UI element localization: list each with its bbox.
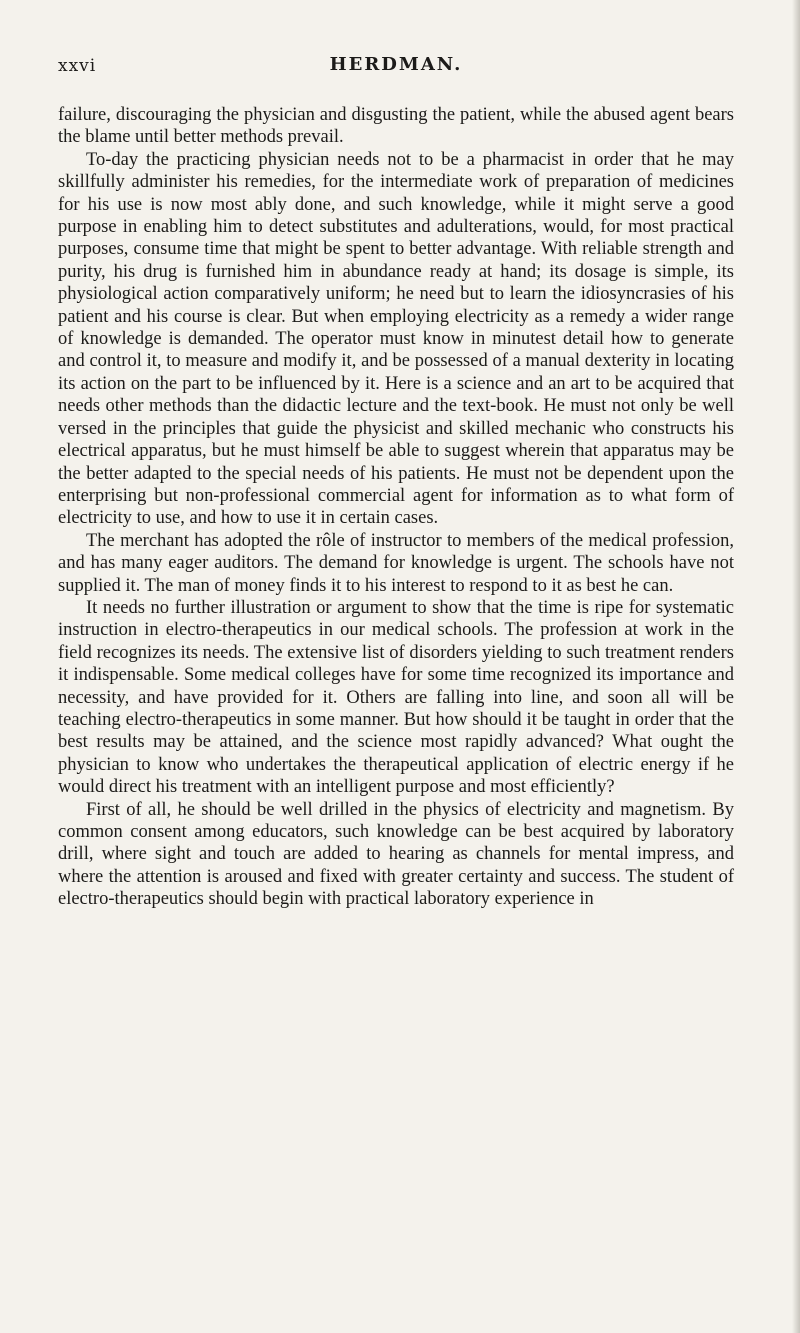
page-number: xxvi (58, 56, 97, 76)
page-content (58, 46, 734, 911)
paragraph-3: The merchant has adopted the rôle of instructor to members of the medical profession, and has many eager auditors. The demand for knowledge is urgent. The schools have not supplied it. The man of money finds it to his interest to respond to it as best he can. (58, 530, 734, 596)
body-text (58, 104, 734, 911)
paragraph-5: First of all, he should be well drilled in the physics of electricity and magnetism. By common consent among educators, such knowledge can be best acquired by laboratory drill, where sight and touch are added to hearing as channels for mental impress, and where the attention is aroused and fixed with greater certainty and success. The student of electro-therapeutics should begin with practical laboratory experience in (58, 799, 734, 910)
page-header (58, 46, 734, 86)
page-edge-shadow (792, 0, 800, 1333)
paragraph-2: To-day the practicing physician needs not to be a pharmacist in order that he may skillfully administer his remedies, for the intermediate work of preparation of medicines for his use is now most ably done, and such knowledge, while it might serve a good purpose in enabling him to detect substitutes and adulterations, would, for most practical purposes, consume time that might be spent to better advantage. With reliable strength and purity, his drug is furnished him in abundance ready at hand; its dosage is simple, its physiological action comparatively uniform; he need but to learn the idiosyncrasies of his patient and his course is clear. But when employing electricity as a remedy a wider range of knowledge is demanded. The operator must know in minutest detail how to generate and control it, to measure and modify it, and be possessed of a manual dexterity in locating its action on the part to be influenced by it. Here is a science and an art to be acquired that needs other methods than the didactic lecture and the text-book. He must not only be well versed in the principles that guide the physicist and skilled mechanic who constructs his electrical apparatus, but he must himself be able to suggest wherein that apparatus may be the better adapted to the special needs of his patients. He must not be dependent upon the enterprising but non-professional commercial agent for information as to what form of electricity to use, and how to use it in certain cases. (58, 149, 734, 529)
paragraph-1: failure, discouraging the physician and disgusting the patient, while the abused agent bears the blame until better methods prevail. (58, 105, 734, 148)
running-head: HERDMAN. (329, 54, 463, 75)
paragraph-4: It needs no further illustration or argument to show that the time is ripe for systematic instruction in electro-therapeutics in our medical schools. The profession at work in the field recognizes its needs. The extensive list of disorders yielding to such treatment renders it indispensable. Some medical colleges have for some time recognized its importance and necessity, and have provided for it. Others are falling into line, and soon all will be teaching electro-therapeutics in some manner. But how should it be taught in order that the best results may be attained, and the science most rapidly advanced? What ought the physician to know who undertakes the therapeutical application of electric energy if he would direct his treatment with an intelligent purpose and most efficiently? (58, 597, 734, 798)
